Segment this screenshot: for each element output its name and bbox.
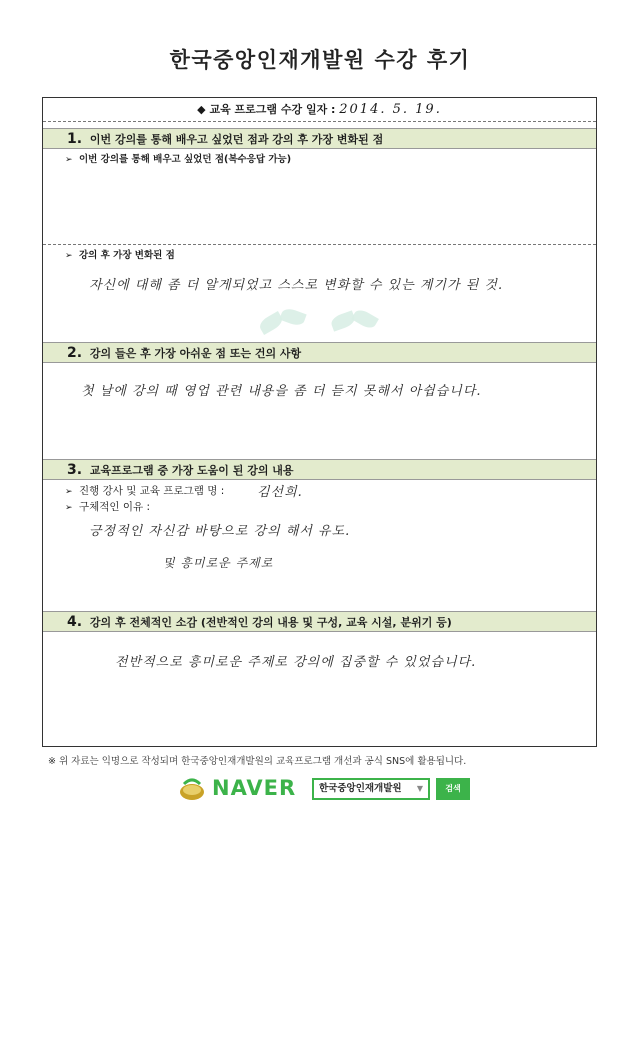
section1-sub1 [43, 153, 596, 167]
watermark-leaf-icon [329, 310, 356, 331]
naver-search-banner [178, 774, 478, 806]
section1-sub2-label: 강의 후 가장 변화된 점 [79, 250, 175, 261]
date-label: ◆ 교육 프로그램 수강 일자 : [197, 103, 336, 116]
section4-header [43, 611, 596, 632]
section3-reason-label: 구체적인 이유 : [79, 501, 151, 513]
section1-heading: 이번 강의를 통해 배우고 싶었던 점과 강의 후 가장 변화된 점 [89, 133, 384, 146]
naver-search-input[interactable] [312, 778, 430, 800]
arrow-bullet-icon: ➢ [65, 251, 73, 261]
section2-answer: 첫 날에 강의 때 영업 관련 내용을 좀 더 듣지 못해서 아쉽습니다. [81, 384, 482, 399]
page-title: 한국중앙인재개발원 수강 후기 [169, 48, 471, 72]
section4-number: 4. [67, 614, 83, 630]
naver-logo-icon [178, 776, 206, 802]
section3-instructor-label: 진행 강사 및 교육 프로그램 명 : [79, 485, 225, 497]
date-row [43, 98, 596, 122]
section2-number: 2. [67, 345, 83, 361]
section3-reason-answer-line2: 및 흥미로운 주제로 [163, 556, 274, 570]
footnote: ※ 위 자료는 익명으로 작성되며 한국중앙인재개발원의 교육프로그램 개선과 공식 SNS에 활용됩니다. [48, 756, 467, 767]
section4-answer: 전반적으로 흥미로운 주제로 강의에 집중할 수 있었습니다. [115, 655, 477, 670]
section3-reason-answer-line1: 긍정적인 자신감 바탕으로 강의 해서 유도. [89, 524, 351, 539]
watermark-leaf-icon [351, 307, 379, 331]
section2-heading: 강의 들은 후 가장 아쉬운 점 또는 건의 사항 [89, 347, 302, 360]
section1-sub2 [43, 249, 596, 263]
section4-heading: 강의 후 전체적인 소감 (전반적인 강의 내용 및 구성, 교육 시설, 분위기 등) [89, 616, 452, 629]
section1-divider [43, 244, 596, 245]
section1-sub2-answer: 자신에 대해 좀 더 알게되었고 스스로 변화할 수 있는 계기가 된 것. [89, 278, 504, 293]
section3-number: 3. [67, 462, 83, 478]
section3-reason [43, 500, 596, 515]
dropdown-caret-icon: ▼ [416, 784, 423, 793]
naver-search-button[interactable]: 검색 [436, 778, 470, 800]
arrow-bullet-icon: ➢ [65, 155, 73, 165]
section1-sub1-label: 이번 강의를 통해 배우고 싶었던 점(복수응답 가능) [79, 154, 292, 165]
arrow-bullet-icon: ➢ [65, 503, 73, 513]
watermark-leaf-icon [279, 306, 306, 327]
section1-header [43, 128, 596, 149]
section3-instructor-answer: 김선희. [257, 485, 303, 500]
arrow-bullet-icon: ➢ [65, 487, 73, 497]
section3-instructor [43, 484, 596, 499]
section3-heading: 교육프로그램 중 가장 도움이 된 강의 내용 [89, 464, 294, 477]
section2-header [43, 342, 596, 363]
section3-header [43, 459, 596, 480]
date-value: 2014. 5. 19. [339, 102, 442, 117]
naver-search-value: 한국중앙인재개발원 [319, 783, 402, 794]
naver-logo-text: NAVER [212, 776, 297, 800]
review-form [42, 97, 597, 747]
section1-number: 1. [67, 131, 83, 147]
